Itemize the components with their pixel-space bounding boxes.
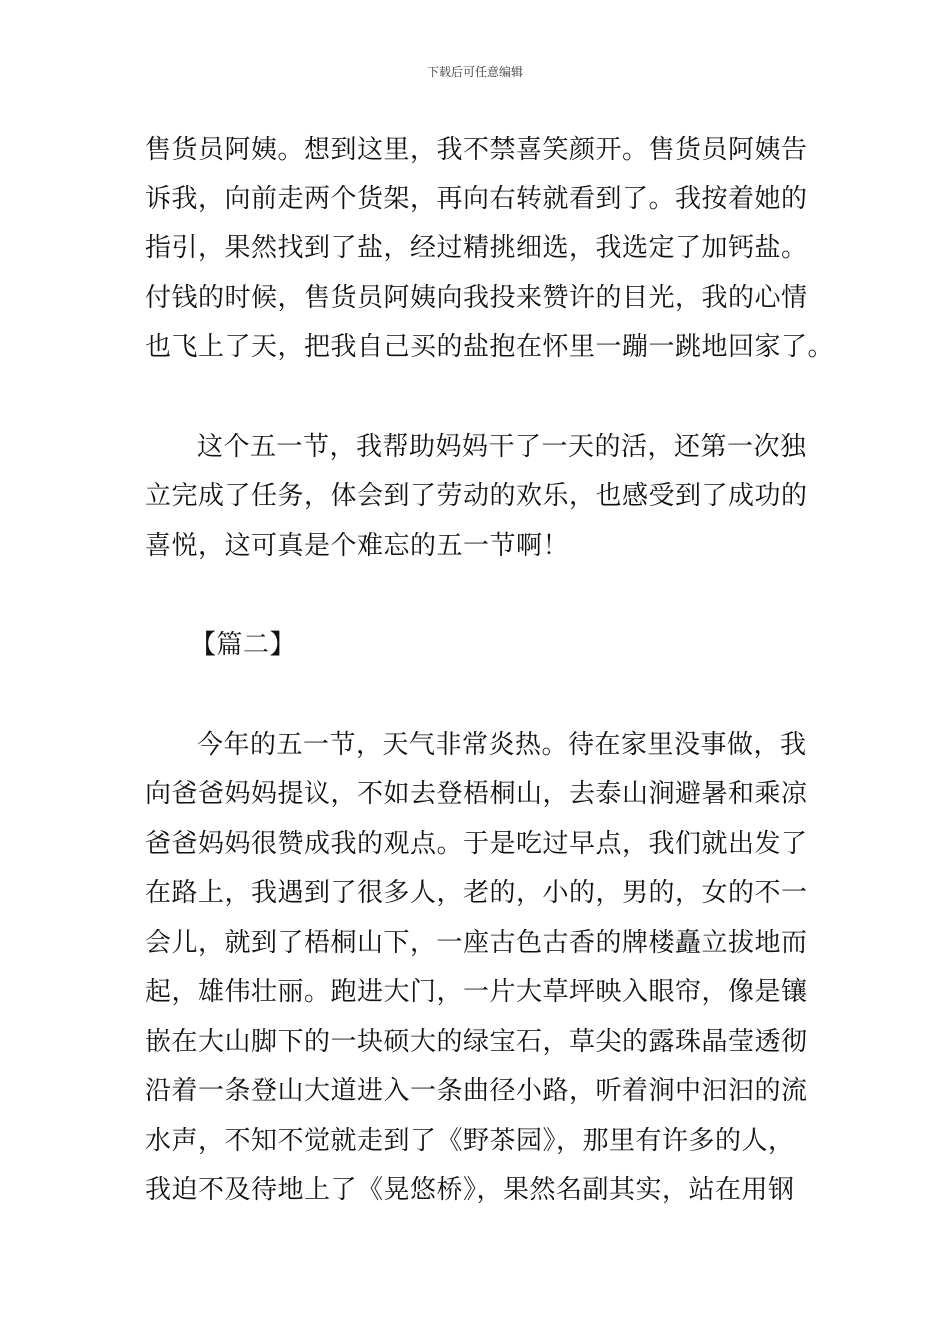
paragraph-1-line-1: 售货员阿姨。想到这里，我不禁喜笑颜开。售货员阿姨告 [145, 135, 808, 165]
paragraph-3-line-10: 我迫不及待地上了《晃悠桥》，果然名副其实，站在用钢 [145, 1175, 795, 1205]
paragraph-3-line-9: 水声，不知不觉就走到了《野茶园》，那里有许多的人， [145, 1126, 795, 1156]
section-heading: 【篇二】 [190, 630, 297, 660]
paragraph-3-line-8: 沿着一条登山大道进入一条曲径小路，听着涧中汩汩的流 [145, 1076, 808, 1106]
paragraph-3-line-5: 会儿，就到了梧桐山下，一座古色古香的牌楼矗立拔地而 [145, 928, 808, 958]
paragraph-3-line-7: 嵌在大山脚下的一块硕大的绿宝石，草尖的露珠晶莹透彻 [145, 1027, 808, 1057]
paragraph-2-line-3: 喜悦，这可真是个难忘的五一节啊！ [145, 531, 570, 561]
paragraph-1-line-3: 指引，果然找到了盐，经过精挑细选，我选定了加钙盐。 [145, 233, 808, 263]
paragraph-1-line-2: 诉我，向前走两个货架，再向右转就看到了。我按着她的 [145, 184, 808, 214]
paragraph-1-line-4: 付钱的时候，售货员阿姨向我投来赞许的目光，我的心情 [145, 283, 808, 313]
paragraph-1-line-5: 也飞上了天，把我自己买的盐抱在怀里一蹦一跳地回家了。 [145, 332, 835, 362]
paragraph-3-line-2: 向爸爸妈妈提议，不如去登梧桐山，去泰山涧避暑和乘凉 [145, 779, 808, 809]
paragraph-3-line-3: 爸爸妈妈很赞成我的观点。于是吃过早点，我们就出发了 [145, 829, 808, 859]
paragraph-2-line-2: 立完成了任务，体会到了劳动的欢乐，也感受到了成功的 [145, 481, 808, 511]
paragraph-3-line-4: 在路上，我遇到了很多人，老的，小的，男的，女的不一 [145, 878, 808, 908]
paragraph-2-line-1: 这个五一节，我帮助妈妈干了一天的活，还第一次独 [197, 432, 807, 462]
paragraph-3-line-6: 起，雄伟壮丽。跑进大门，一片大草坪映入眼帘，像是镶 [145, 977, 808, 1007]
paragraph-3-line-1: 今年的五一节，天气非常炎热。待在家里没事做，我 [197, 730, 807, 760]
page-header: 下载后可任意编辑 [426, 65, 523, 79]
